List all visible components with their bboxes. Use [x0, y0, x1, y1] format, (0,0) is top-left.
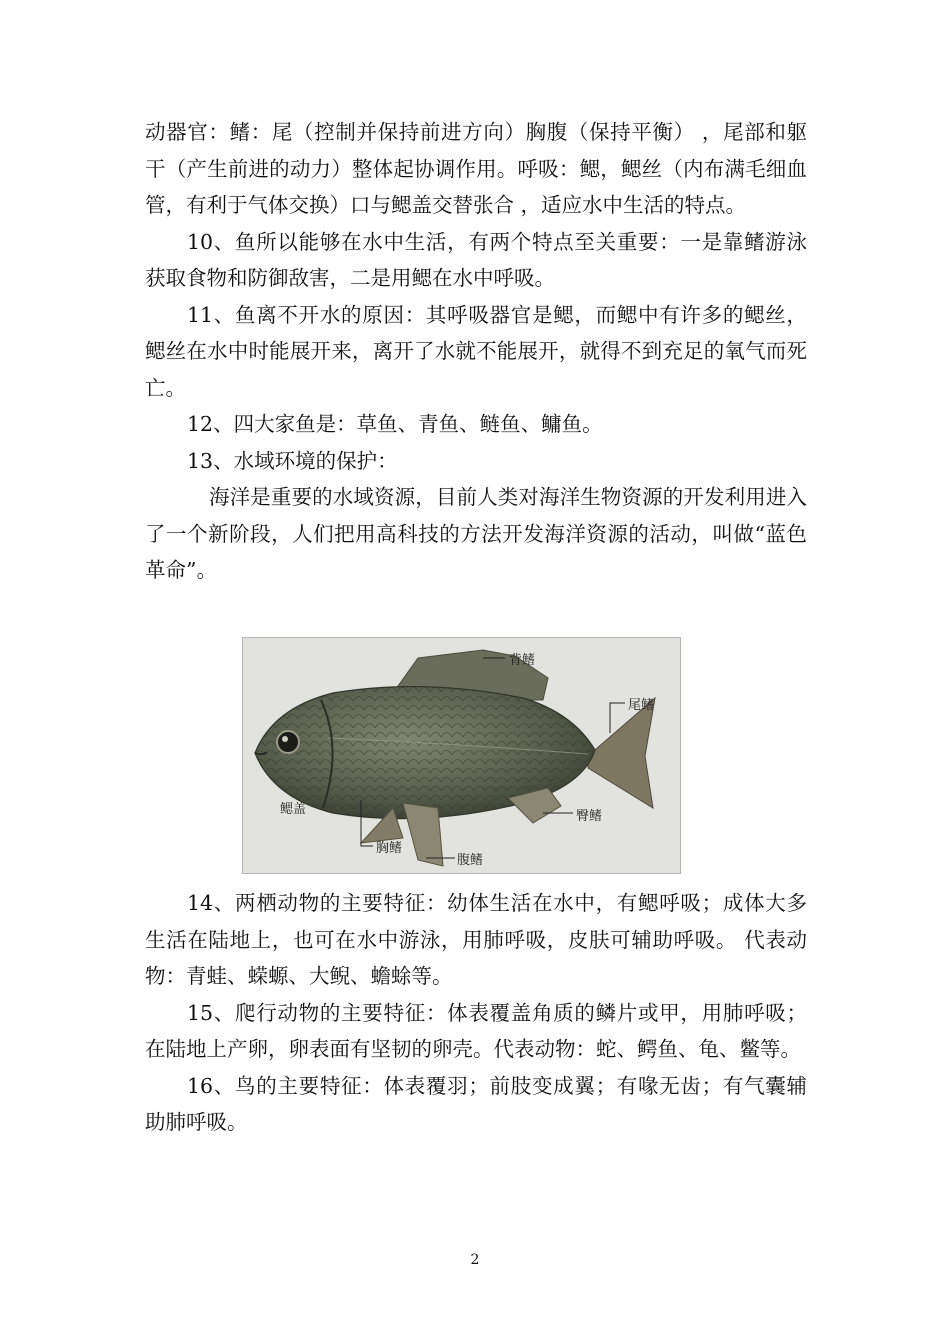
eye-shape: [277, 731, 299, 753]
paragraph: 13、水域环境的保护：: [187, 448, 398, 473]
pelvic-fin-label: 腹鳍: [457, 853, 484, 868]
paragraph: 海洋是重要的水域资源，目前人类对海洋生物资源的开发利用进入了一个新阶段，人们把用高科技的方法开发海洋资源的活动，叫做“蓝色革命”。: [145, 485, 807, 582]
paragraph: 11、鱼离不开水的原因：其呼吸器官是鳃，而鳃中有许多的鳃丝，鳃丝在水中时能展开来，离开了水就不能展开，就得不到充足的氧气而死亡。: [145, 302, 807, 400]
page-number: 2: [470, 1252, 480, 1268]
gill-cover-label: 鳃盖: [280, 802, 307, 817]
paragraph: 12、四大家鱼是：草鱼、青鱼、鲢鱼、鳙鱼。: [187, 412, 603, 436]
text-block-bottom: [145, 885, 807, 1141]
paragraph: 14、两栖动物的主要特征：幼体生活在水中，有鳃呼吸；成体大多生活在陆地上，也可在水中游泳，用肺呼吸，皮肤可辅助呼吸。 代表动物：青蛙、蝾螈、大鲵、蟾蜍等。: [145, 891, 807, 988]
tail-fin-shape: [588, 698, 655, 808]
tail-fin-label: 尾鳍: [628, 698, 655, 713]
fish-illustration: [243, 638, 680, 873]
paragraph: 16、鸟的主要特征：体表覆羽；前肢变成翼；有喙无齿；有气囊辅助肺呼吸。: [145, 1073, 807, 1134]
paragraph: 动器官：鳍：尾（控制并保持前进方向）胸腹（保持平衡） ，尾部和躯干（产生前进的动力）整体起协调作用。呼吸：鳃，鳃丝（内布满毛细血管，有利于气体交换）口与鳃盖交替张合 ，适应水中生活的特点。: [145, 120, 807, 217]
dorsal-fin-label: 背鳍: [509, 653, 536, 668]
fish-anatomy-figure: [242, 637, 681, 874]
pectoral-fin-label: 胸鳍: [376, 841, 403, 856]
paragraph: 15、爬行动物的主要特征：体表覆盖角质的鳞片或甲，用肺呼吸；在陆地上产卵，卵表面有坚韧的卵壳。代表动物：蛇、鳄鱼、龟、鳖等。: [145, 1000, 807, 1061]
text-block-top: [145, 114, 807, 589]
anal-fin-label: 臀鳍: [576, 809, 603, 824]
paragraph: 10、鱼所以能够在水中生活，有两个特点至关重要：一是靠鳍游泳获取食物和防御敌害，二是用鳃在水中呼吸。: [145, 229, 807, 290]
pectoral-fin-shape: [403, 803, 443, 866]
